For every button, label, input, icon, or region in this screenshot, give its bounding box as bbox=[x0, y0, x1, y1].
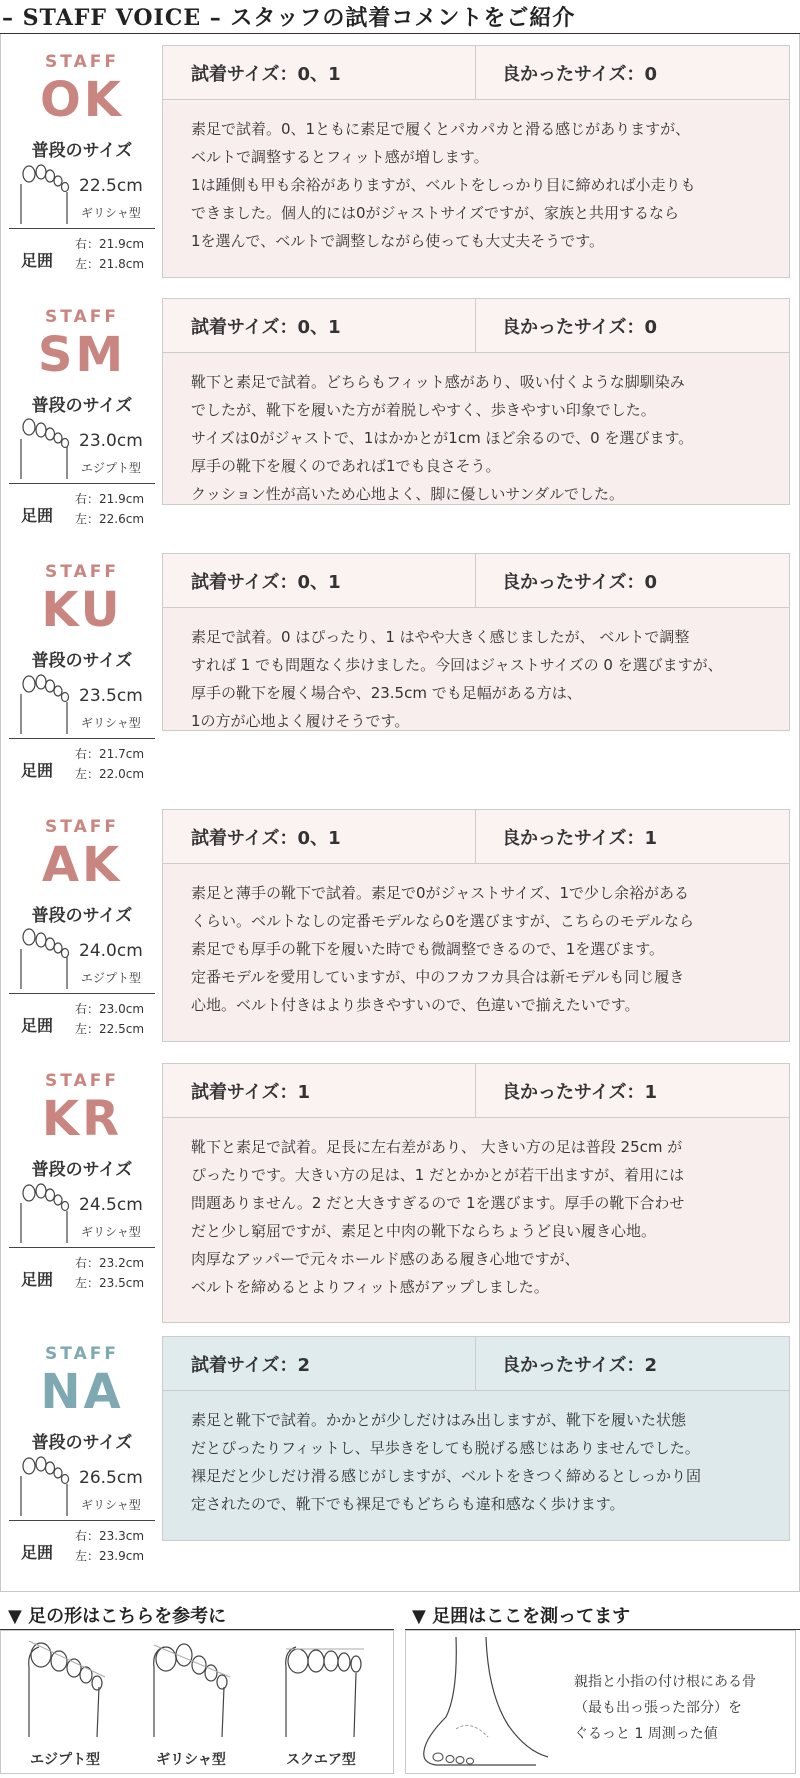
comment-line: 素足と靴下で試着。かかとが少しだけはみ出しますが、靴下を履いた状態 bbox=[191, 1411, 687, 1429]
girth-measure-description bbox=[574, 1669, 756, 1747]
staff-profile bbox=[9, 544, 155, 784]
foot-type: エジプト型 bbox=[81, 461, 142, 475]
staff-initials: KR bbox=[41, 1091, 123, 1147]
comment-line: 1は踵側も甲も余裕がありますが、ベルトをしっかり目に締めれば小走りも bbox=[191, 176, 696, 194]
comment-line: ぴったりです。大きい方の足は、1 だとかかとが若干出ますが、着用には bbox=[191, 1166, 685, 1184]
comment-line: でしたが、靴下を履いた方が着脱しやすく、歩きやすい印象でした。 bbox=[191, 401, 656, 419]
girth-label: 足囲 bbox=[21, 251, 54, 270]
comment-line: 靴下と素足で試着。どちらもフィット感があり、吸い付くような脚馴染み bbox=[191, 373, 685, 391]
usual-size-label: 普段のサイズ bbox=[31, 651, 133, 671]
comment-line: 素足で試着。0、1ともに素足で履くとパカパカと滑る感じがありますが、 bbox=[191, 120, 691, 138]
divider bbox=[9, 228, 155, 229]
girth-left: 左：22.5cm bbox=[75, 1022, 145, 1036]
girth-right: 右：23.3cm bbox=[75, 1529, 145, 1543]
foot-type: ギリシャ型 bbox=[81, 716, 141, 730]
girth-right: 右：23.0cm bbox=[75, 1002, 145, 1016]
comment-card bbox=[162, 1336, 790, 1541]
tried-size: 試着サイズ：0、1 bbox=[163, 554, 476, 607]
foot-shape-title: ▼ 足の形はこちらを参考に bbox=[8, 1606, 227, 1627]
best-size: 良かったサイズ：0 bbox=[502, 316, 658, 338]
staff-section-kr bbox=[1, 1053, 800, 1313]
comment-text bbox=[163, 864, 789, 1019]
staff-section-ku bbox=[1, 544, 800, 784]
girth-label: 足囲 bbox=[21, 1270, 54, 1289]
comment-text bbox=[163, 1391, 789, 1518]
staff-initials: NA bbox=[40, 1364, 124, 1420]
divider bbox=[9, 1247, 155, 1248]
tried-size: 試着サイズ：2 bbox=[163, 1337, 476, 1390]
girth-left: 左：21.8cm bbox=[75, 257, 145, 271]
usual-size-value: 24.0cm bbox=[79, 941, 143, 961]
staff-profile bbox=[9, 289, 155, 529]
comment-line: 心地。ベルト付きはより歩きやすいので、色違いで揃えたいです。 bbox=[191, 996, 640, 1014]
foot-type-greek: ギリシャ型 bbox=[156, 1752, 226, 1768]
comment-card bbox=[162, 298, 790, 505]
best-size: 良かったサイズ：1 bbox=[502, 827, 658, 849]
comment-line: 素足でも厚手の靴下を履いた時でも微調整できるので、1を選びます。 bbox=[191, 940, 665, 958]
girth-values bbox=[75, 1253, 144, 1293]
staff-profile bbox=[9, 34, 155, 274]
girth-label: 足囲 bbox=[21, 506, 54, 525]
staff-initials: AK bbox=[41, 837, 123, 893]
greek-foot-icon bbox=[144, 1637, 234, 1737]
comment-line: できました。個人的には0がジャストサイズですが、家族と共用するなら bbox=[191, 204, 680, 222]
best-size: 良かったサイズ：1 bbox=[502, 1081, 658, 1103]
usual-size-label: 普段のサイズ bbox=[31, 906, 133, 926]
usual-size-label: 普段のサイズ bbox=[31, 141, 133, 161]
comment-line: 問題ありません。2 だと大きすぎるので 1を選びます。厚手の靴下合わせ bbox=[191, 1194, 685, 1212]
reference-section bbox=[0, 1592, 800, 1778]
comment-card bbox=[162, 809, 790, 1042]
girth-values bbox=[75, 744, 144, 784]
egyptian-foot-icon bbox=[17, 417, 73, 479]
staff-label: STAFF bbox=[45, 1071, 119, 1091]
comment-line: 肉厚なアッパーで元々ホールド感のある履き心地ですが、 bbox=[191, 1250, 580, 1268]
best-size: 良かったサイズ：0 bbox=[502, 571, 658, 593]
staff-initials: KU bbox=[41, 582, 123, 638]
foot-type-egyptian: エジプト型 bbox=[30, 1752, 100, 1768]
best-size: 良かったサイズ：2 bbox=[502, 1354, 658, 1376]
staff-section-sm bbox=[1, 289, 800, 529]
comment-line: 靴下と素足で試着。足長に左右差があり、 大きい方の足は普段 25cm が bbox=[191, 1138, 683, 1156]
usual-size-label: 普段のサイズ bbox=[31, 1433, 133, 1453]
comment-line: 定されたので、靴下でも裸足でもどちらも違和感なく歩けます。 bbox=[191, 1495, 625, 1513]
foot-side-icon bbox=[416, 1633, 566, 1773]
usual-size-value: 24.5cm bbox=[79, 1195, 143, 1215]
girth-right: 右：21.9cm bbox=[75, 492, 145, 506]
staff-label: STAFF bbox=[45, 817, 119, 837]
comment-text bbox=[163, 353, 789, 508]
square-foot-icon bbox=[276, 1637, 366, 1737]
usual-size-value: 23.5cm bbox=[79, 686, 143, 706]
divider bbox=[9, 483, 155, 484]
girth-right: 右：21.7cm bbox=[75, 747, 145, 761]
page-header bbox=[0, 0, 800, 34]
comment-line: 素足と薄手の靴下で試着。素足で0がジャストサイズ、1で少し余裕がある bbox=[191, 884, 690, 902]
girth-left: 左：23.5cm bbox=[75, 1276, 145, 1290]
card-header bbox=[163, 46, 789, 100]
girth-values bbox=[75, 234, 144, 274]
girth-left: 左：23.9cm bbox=[75, 1549, 145, 1563]
measure-line: （最も出っ張った部分）を bbox=[574, 1700, 742, 1716]
tried-size: 試着サイズ：0、1 bbox=[163, 299, 476, 352]
egyptian-foot-icon bbox=[17, 927, 73, 989]
staff-section-ak bbox=[1, 799, 800, 1039]
divider bbox=[9, 1520, 155, 1521]
staff-label: STAFF bbox=[45, 307, 119, 327]
comment-line: 素足で試着。0 はぴったり、1 はやや大きく感じましたが、 ベルトで調整 bbox=[191, 628, 690, 646]
girth-measure-title: ▼ 足囲はここを測ってます bbox=[412, 1606, 631, 1627]
card-header bbox=[163, 554, 789, 608]
best-size: 良かったサイズ：0 bbox=[502, 63, 658, 85]
girth-right: 右：21.9cm bbox=[75, 237, 145, 251]
girth-left: 左：22.6cm bbox=[75, 512, 145, 526]
foot-type: エジプト型 bbox=[81, 971, 142, 985]
comment-line: 定番モデルを愛用していますが、中のフカフカ具合は新モデルも同じ履き bbox=[191, 968, 685, 986]
foot-type: ギリシャ型 bbox=[81, 1225, 141, 1239]
staff-section-ok bbox=[1, 34, 800, 274]
greek-foot-icon bbox=[17, 672, 73, 734]
comment-text bbox=[163, 608, 789, 735]
staff-label: STAFF bbox=[45, 562, 119, 582]
staff-label: STAFF bbox=[45, 52, 119, 72]
comment-line: すれば 1 でも問題なく歩けました。今回はジャストサイズの 0 を選びますが、 bbox=[191, 656, 723, 674]
staff-label: STAFF bbox=[45, 1344, 119, 1364]
girth-values bbox=[75, 489, 144, 529]
comment-line: ベルトで調整するとフィット感が増します。 bbox=[191, 148, 489, 166]
divider bbox=[9, 993, 155, 994]
comment-card bbox=[162, 553, 790, 731]
staff-profile bbox=[9, 1326, 155, 1566]
card-header bbox=[163, 1337, 789, 1391]
usual-size-value: 22.5cm bbox=[79, 176, 143, 196]
comment-line: だとぴったりフィットし、早歩きをしても脱げる感じはありませんでした。 bbox=[191, 1439, 700, 1457]
staff-initials: SM bbox=[37, 327, 127, 383]
girth-right: 右：23.2cm bbox=[75, 1256, 145, 1270]
usual-size-label: 普段のサイズ bbox=[31, 396, 133, 416]
staff-voice-panel bbox=[0, 34, 800, 1592]
greek-foot-icon bbox=[17, 162, 73, 224]
greek-foot-icon bbox=[17, 1454, 73, 1516]
measure-line: 親指と小指の付け根にある骨 bbox=[574, 1674, 756, 1690]
usual-size-label: 普段のサイズ bbox=[31, 1160, 133, 1180]
staff-initials: OK bbox=[40, 72, 124, 128]
usual-size-value: 26.5cm bbox=[79, 1468, 143, 1488]
comment-line: 厚手の靴下を履く場合や、23.5cm でも足幅がある方は、 bbox=[191, 684, 582, 702]
girth-measure-box bbox=[405, 1630, 796, 1774]
staff-profile bbox=[9, 799, 155, 1039]
girth-values bbox=[75, 999, 144, 1039]
comment-line: 裸足だと少しだけ滑る感じがしますが、ベルトをきつく締めるとしっかり固 bbox=[191, 1467, 702, 1485]
comment-line: 1の方が心地よく履けそうです。 bbox=[191, 712, 410, 730]
greek-foot-icon bbox=[17, 1181, 73, 1243]
staff-section-na bbox=[1, 1326, 800, 1586]
comment-line: だと少し窮屈ですが、素足と中肉の靴下ならちょうど良い履き心地。 bbox=[191, 1222, 657, 1240]
usual-size-value: 23.0cm bbox=[79, 431, 143, 451]
comment-text bbox=[163, 100, 789, 255]
girth-values bbox=[75, 1526, 144, 1566]
comment-line: クッション性が高いため心地よく、脚に優しいサンダルでした。 bbox=[191, 485, 625, 503]
divider bbox=[9, 738, 155, 739]
comment-text bbox=[163, 1118, 789, 1301]
egyptian-foot-icon bbox=[19, 1637, 109, 1737]
card-header bbox=[163, 810, 789, 864]
staff-profile bbox=[9, 1053, 155, 1293]
card-header bbox=[163, 299, 789, 353]
page-title: – STAFF VOICE – スタッフの試着コメントをご紹介 bbox=[2, 5, 576, 31]
comment-line: サイズは0がジャストで、1はかかとが1cm ほど余るので、0 を選びます。 bbox=[191, 429, 694, 447]
tried-size: 試着サイズ：0、1 bbox=[163, 810, 476, 863]
girth-left: 左：22.0cm bbox=[75, 767, 145, 781]
comment-line: ベルトを締めるとよりフィット感がアップしました。 bbox=[191, 1278, 549, 1296]
foot-type: ギリシャ型 bbox=[81, 1498, 141, 1512]
tried-size: 試着サイズ：1 bbox=[163, 1064, 476, 1117]
girth-label: 足囲 bbox=[21, 1543, 54, 1562]
foot-shape-box bbox=[0, 1630, 394, 1774]
measure-line: ぐるっと 1 周測った値 bbox=[574, 1726, 718, 1742]
comment-card bbox=[162, 1063, 790, 1323]
girth-label: 足囲 bbox=[21, 1016, 54, 1035]
tried-size: 試着サイズ：0、1 bbox=[163, 46, 476, 99]
foot-type-square: スクエア型 bbox=[286, 1752, 356, 1768]
comment-line: 厚手の靴下を履くのであれば1でも良さそう。 bbox=[191, 457, 501, 475]
card-header bbox=[163, 1064, 789, 1118]
foot-type: ギリシャ型 bbox=[81, 206, 141, 220]
comment-card bbox=[162, 45, 790, 278]
comment-line: くらい。ベルトなしの定番モデルなら0を選びますが、こちらのモデルなら bbox=[191, 912, 695, 930]
girth-label: 足囲 bbox=[21, 761, 54, 780]
comment-line: 1を選んで、ベルトで調整しながら使っても大丈夫そうです。 bbox=[191, 232, 605, 250]
